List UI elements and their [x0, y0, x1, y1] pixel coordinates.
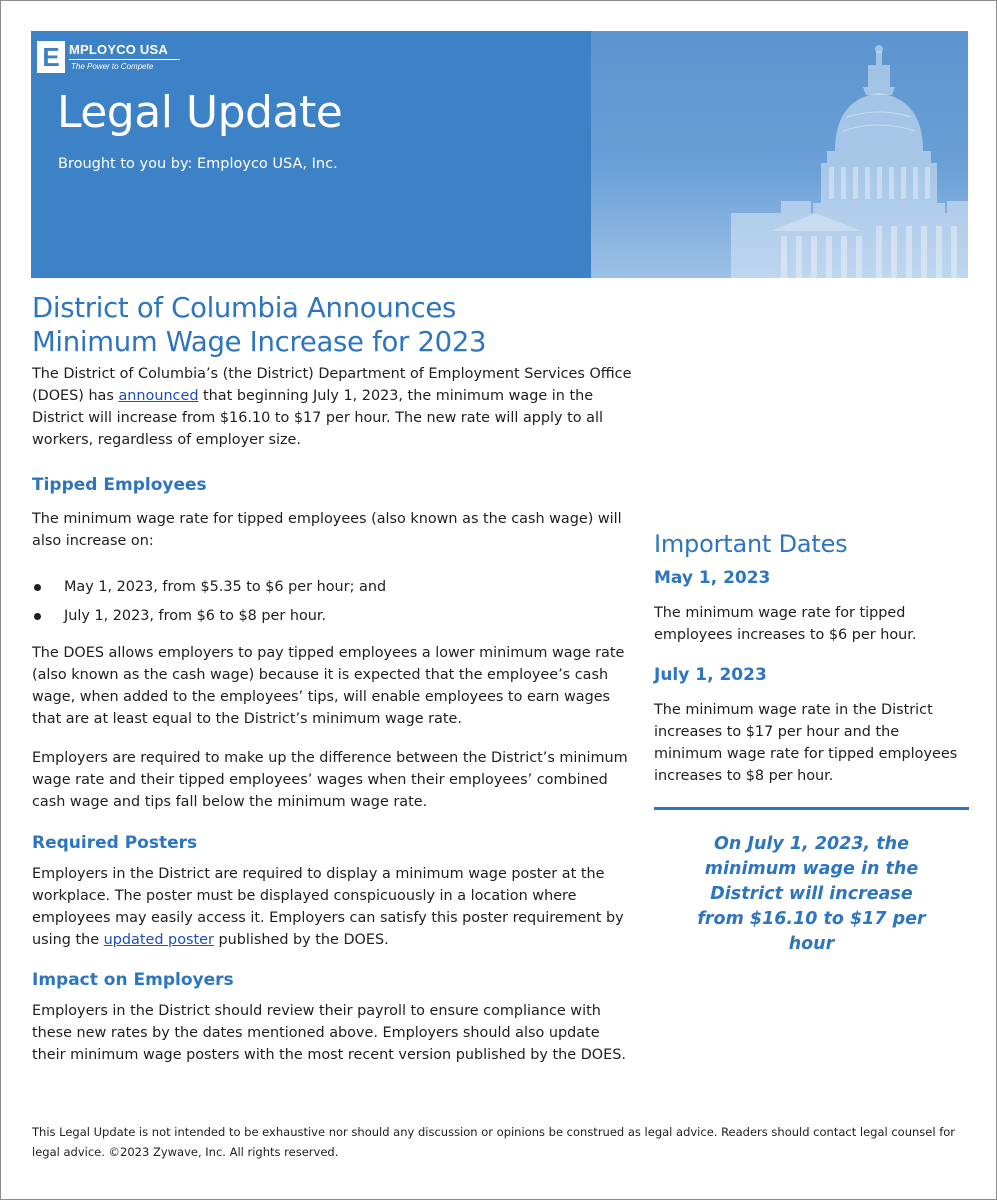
list-item-text: July 1, 2023, from $6 to $8 per hour.	[64, 608, 327, 624]
article-column	[32, 291, 632, 1066]
impact-paragraph: Employers in the District should review their payroll to ensure compliance with these new rates by the dates mentioned above. Employers should also update their minimum wage posters with the most recent version published by the DOES.	[32, 1003, 626, 1063]
sidebar-date-july: July 1, 2023	[654, 665, 767, 685]
sidebar-title: Important Dates	[654, 530, 848, 558]
posters-text-part1: Employers in the District are required to display a minimum wage poster at the workplace. The poster must be displayed conspicuously in a location where employees may easily access it. Employers can satisfy this poster requirement by using the	[32, 866, 624, 948]
list-item-text: May 1, 2023, from $5.35 to $6 per hour; and	[64, 579, 387, 595]
header-banner	[31, 31, 968, 278]
announced-link[interactable]: announced	[118, 388, 199, 404]
intro-paragraph	[32, 363, 632, 451]
bullet-icon	[34, 584, 41, 591]
tipped-paragraph-2: The DOES allows employers to pay tipped employees a lower minimum wage rate (also known as the cash wage) because it is expected that the employee’s cash wage, when added to the employees’ tips, will enable employees to earn wages that are at least equal to the District’s minimum wage rate.	[32, 645, 625, 727]
important-dates-sidebar	[654, 528, 969, 957]
posters-paragraph	[32, 863, 632, 951]
bullet-icon	[34, 613, 41, 620]
list-item	[32, 576, 632, 598]
logo-divider	[69, 59, 180, 60]
sidebar-text-july: The minimum wage rate in the District increases to $17 per hour and the minimum wage rate for tipped employees increases to $8 per hour.	[654, 702, 958, 784]
capitol-dome-icon	[591, 31, 968, 278]
article-title	[32, 291, 632, 359]
tipped-dates-list	[32, 576, 632, 627]
logo-name: MPLOYCO USA	[69, 42, 168, 57]
employco-logo	[37, 41, 180, 73]
section-heading-posters: Required Posters	[32, 833, 198, 853]
logo-tagline: The Power to Compete	[71, 62, 154, 71]
section-heading-tipped: Tipped Employees	[32, 475, 207, 495]
intro-text-part1: The District of Columbia’s (the District) Department of Employment Services Office (DOES) has	[32, 366, 632, 404]
updated-poster-link[interactable]: updated poster	[103, 932, 214, 948]
sidebar-text-may: The minimum wage rate for tipped employees increases to $6 per hour.	[654, 605, 917, 643]
disclaimer: This Legal Update is not intended to be exhaustive nor should any discussion or opinions be construed as legal advice. Readers should contact legal counsel for legal advice. ©2023 Zywave, Inc. All rights reserved.	[32, 1125, 956, 1159]
intro-text-part2: that beginning July 1, 2023, the minimum wage in the District will increase from $16.10 to $17 per hour. The new rate will apply to all workers, regardless of employer size.	[32, 388, 603, 448]
logo-letter: E	[37, 41, 65, 73]
callout-quote: On July 1, 2023, the minimum wage in the District will increase from $16.10 to $17 per hour	[697, 834, 926, 954]
sidebar-divider	[654, 807, 969, 810]
banner-title: Legal Update	[57, 87, 343, 138]
banner-subtitle: Brought to you by: Employco USA, Inc.	[58, 156, 338, 172]
tipped-paragraph-3: Employers are required to make up the difference between the District’s minimum wage rate and their tipped employees’ wages when their employees’ combined cash wage and tips fall below the minimum wage rate.	[32, 750, 628, 810]
list-item	[32, 605, 632, 627]
sidebar-date-may: May 1, 2023	[654, 568, 771, 588]
article-title-line1: District of Columbia Announces	[32, 292, 457, 324]
article-title-line2: Minimum Wage Increase for 2023	[32, 326, 487, 358]
posters-text-part2: published by the DOES.	[213, 932, 389, 948]
tipped-paragraph-1: The minimum wage rate for tipped employees (also known as the cash wage) will also increase on:	[32, 511, 622, 549]
section-heading-impact: Impact on Employers	[32, 970, 234, 990]
